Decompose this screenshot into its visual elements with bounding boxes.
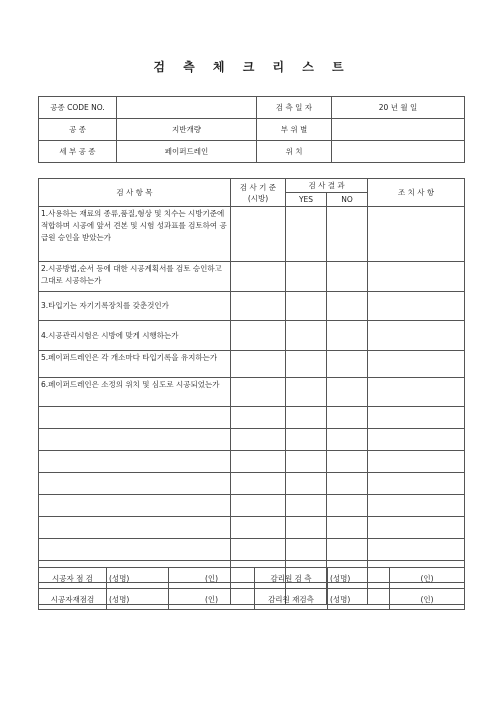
yes-cell — [286, 321, 327, 351]
action-cell — [368, 262, 465, 292]
check-item: 5.페이퍼드레인은 각 개소마다 타입기록을 유지하는가 — [39, 351, 231, 378]
date-label: 검 측 일 자 — [257, 97, 332, 119]
action-cell — [368, 451, 465, 473]
action-cell — [368, 407, 465, 429]
yes-cell — [286, 451, 327, 473]
checklist-row — [39, 473, 465, 495]
contractor-recheck-label: 시공자재점검 — [39, 589, 107, 610]
check-item: 6.페이퍼드레인은 소정의 위치 및 심도로 시공되었는가 — [39, 378, 231, 407]
header-items: 검 사 항 목 — [39, 179, 231, 207]
contractor-check-name: (성명) — [107, 568, 169, 589]
header-no: NO — [327, 193, 368, 207]
header-yes: YES — [286, 193, 327, 207]
no-cell — [327, 292, 368, 321]
contractor-check-label: 시공자 점 검 — [39, 568, 107, 589]
yes-cell — [286, 207, 327, 262]
date-value: 20 년 월 일 — [332, 97, 465, 119]
action-cell — [368, 378, 465, 407]
check-item — [39, 495, 231, 517]
checklist-row — [39, 378, 465, 407]
document-title: 검 측 체 크 리 스 트 — [153, 60, 351, 74]
yes-cell — [286, 292, 327, 321]
contractor-recheck-seal: (인) — [169, 589, 255, 610]
no-cell — [327, 262, 368, 292]
checklist-row — [39, 262, 465, 292]
check-item — [39, 429, 231, 451]
action-cell — [368, 539, 465, 561]
checklist-row — [39, 539, 465, 561]
no-cell — [327, 473, 368, 495]
yes-cell — [286, 407, 327, 429]
checklist-row — [39, 429, 465, 451]
no-cell — [327, 321, 368, 351]
no-cell — [327, 407, 368, 429]
detail-label: 세 부 공 종 — [39, 141, 117, 163]
no-cell — [327, 451, 368, 473]
work-type-value: 지반개량 — [117, 119, 257, 141]
supervisor-recheck-name: (성명) — [328, 589, 390, 610]
check-item: 4.시공관리시험은 시방에 맞게 시행하는가 — [39, 321, 231, 351]
info-table — [38, 96, 465, 163]
standard-cell — [231, 539, 286, 561]
checklist-row — [39, 351, 465, 378]
supervisor-check-label: 감리원 검 측 — [255, 568, 328, 589]
header-action: 조 치 사 항 — [368, 179, 465, 207]
checklist-row — [39, 495, 465, 517]
no-cell — [327, 207, 368, 262]
checklist-row — [39, 321, 465, 351]
no-cell — [327, 429, 368, 451]
check-item: 1.사용하는 재료의 종류,품질,형상 및 치수는 시방기준에 적합하며 시공에 앞서 견본 및 시험 성과표를 검토하여 공급원 승인을 받았는가 — [39, 207, 231, 262]
code-label: 공종 CODE NO. — [39, 97, 117, 119]
standard-cell — [231, 292, 286, 321]
standard-cell — [231, 321, 286, 351]
contractor-recheck-name: (성명) — [107, 589, 169, 610]
yes-cell — [286, 351, 327, 378]
work-type-label: 공 종 — [39, 119, 117, 141]
signoff-table — [38, 567, 465, 610]
header-standard-sub: (시방) — [247, 193, 269, 203]
standard-cell — [231, 473, 286, 495]
action-cell — [368, 473, 465, 495]
action-cell — [368, 429, 465, 451]
supervisor-recheck-label: 감리원 재검측 — [255, 589, 328, 610]
standard-cell — [231, 351, 286, 378]
standard-cell — [231, 407, 286, 429]
action-cell — [368, 292, 465, 321]
yes-cell — [286, 378, 327, 407]
action-cell — [368, 517, 465, 539]
header-standard — [231, 179, 286, 207]
check-item — [39, 473, 231, 495]
checklist-table — [38, 178, 465, 605]
part-value — [332, 119, 465, 141]
check-item — [39, 451, 231, 473]
action-cell — [368, 321, 465, 351]
yes-cell — [286, 539, 327, 561]
supervisor-check-seal: (인) — [390, 568, 465, 589]
no-cell — [327, 351, 368, 378]
check-item — [39, 407, 231, 429]
action-cell — [368, 351, 465, 378]
standard-cell — [231, 495, 286, 517]
code-value — [117, 97, 257, 119]
part-label: 부 위 별 — [257, 119, 332, 141]
action-cell — [368, 207, 465, 262]
supervisor-check-name: (성명) — [328, 568, 390, 589]
header-result: 검 사 결 과 — [286, 179, 368, 193]
yes-cell — [286, 495, 327, 517]
header-standard-label: 검 사 기 준 — [239, 182, 277, 192]
contractor-check-seal: (인) — [169, 568, 255, 589]
no-cell — [327, 517, 368, 539]
standard-cell — [231, 262, 286, 292]
checklist-row — [39, 451, 465, 473]
detail-value: 페이퍼드레인 — [117, 141, 257, 163]
check-item: 3.타입기는 자기기록장치를 갖춘것인가 — [39, 292, 231, 321]
check-item — [39, 539, 231, 561]
checklist-row — [39, 517, 465, 539]
no-cell — [327, 539, 368, 561]
standard-cell — [231, 517, 286, 539]
checklist-row — [39, 207, 465, 262]
yes-cell — [286, 262, 327, 292]
yes-cell — [286, 429, 327, 451]
check-item — [39, 517, 231, 539]
check-item: 2.시공방법,순서 등에 대한 시공계획서를 검토 승인하고 그대로 시공하는가 — [39, 262, 231, 292]
no-cell — [327, 378, 368, 407]
yes-cell — [286, 517, 327, 539]
location-label: 위 치 — [257, 141, 332, 163]
checklist-row — [39, 407, 465, 429]
checklist-row — [39, 292, 465, 321]
standard-cell — [231, 429, 286, 451]
standard-cell — [231, 378, 286, 407]
location-value — [332, 141, 465, 163]
standard-cell — [231, 451, 286, 473]
yes-cell — [286, 473, 327, 495]
no-cell — [327, 495, 368, 517]
supervisor-recheck-seal: (인) — [390, 589, 465, 610]
standard-cell — [231, 207, 286, 262]
action-cell — [368, 495, 465, 517]
